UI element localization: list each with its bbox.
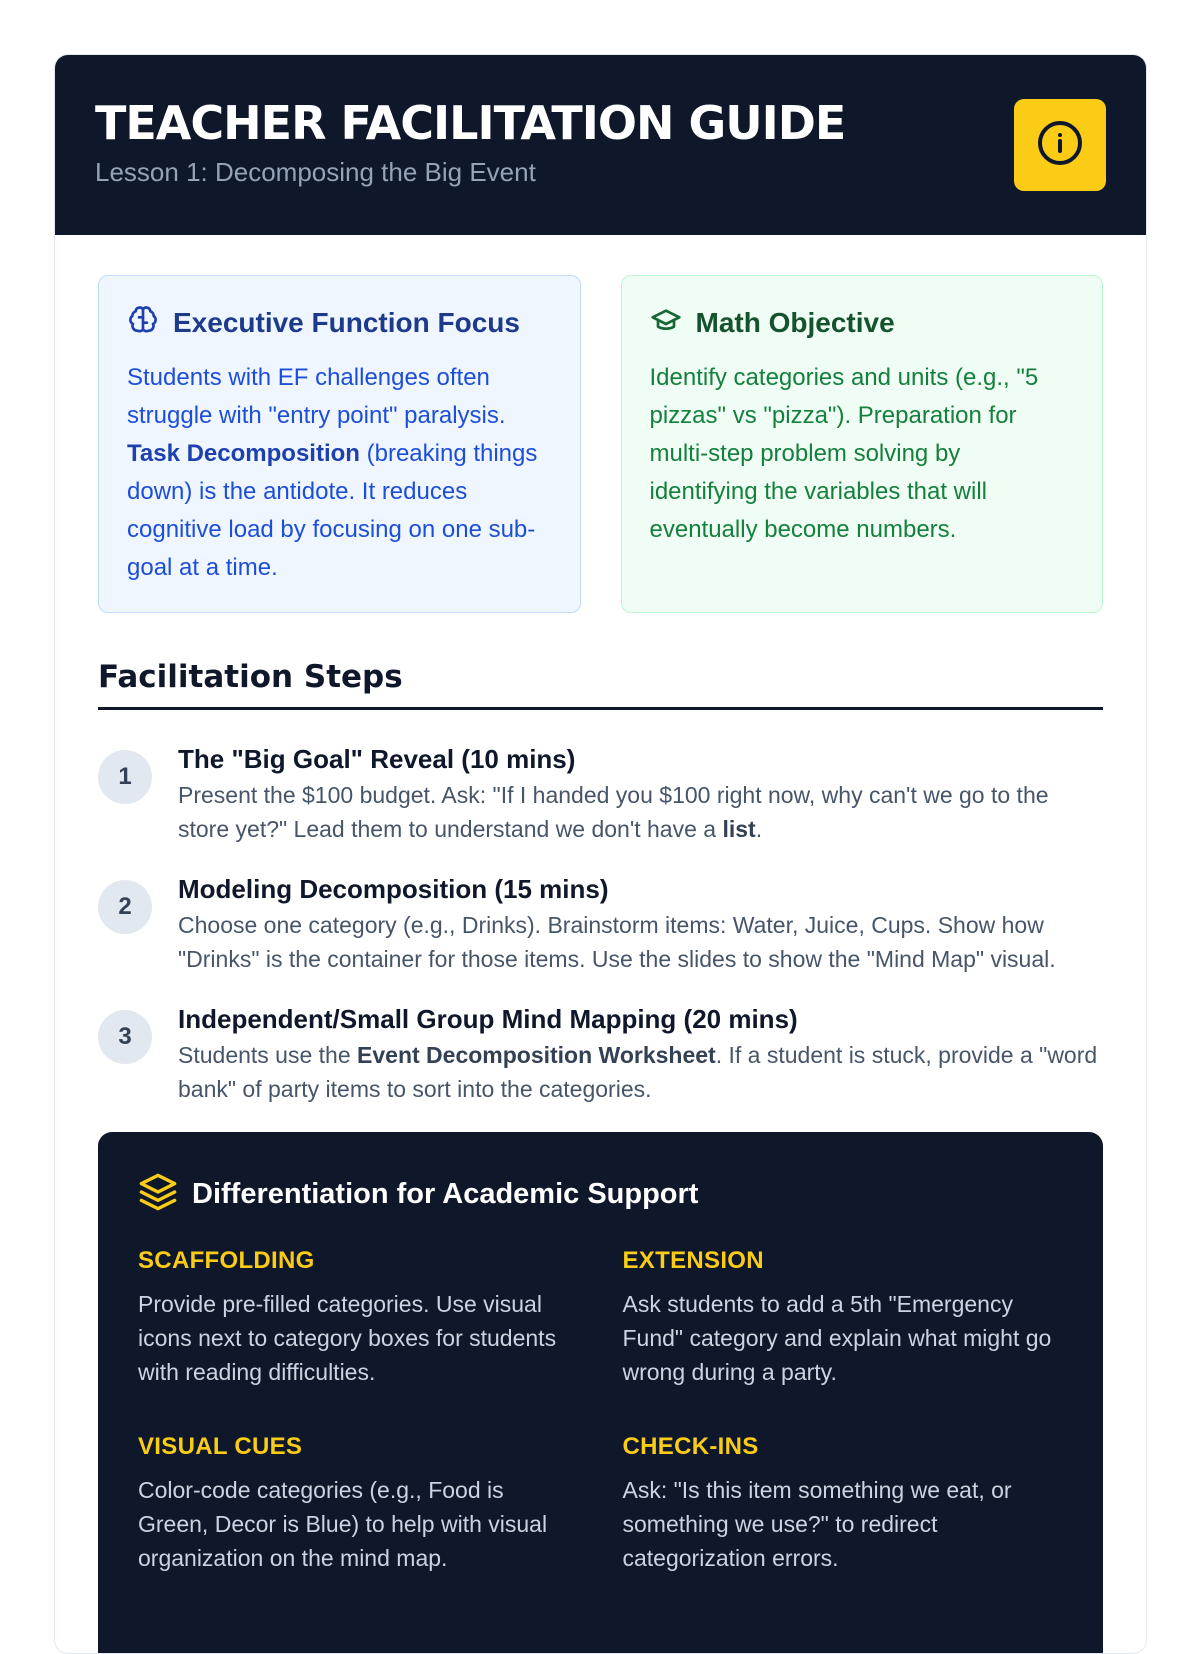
step-number: 2 [98,880,152,934]
differentiation-item [138,1247,579,1389]
differentiation-text: Provide pre-filled categories. Use visual icons next to category boxes for students with reading difficulties. [138,1291,557,1385]
differentiation-text: Ask students to add a 5th "Emergency Fund" category and explain what might go wrong during a party. [622,1291,1052,1385]
math-box-text: Identify categories and units (e.g., "5 pizzas" vs "pizza"). Preparation for multi-step problem solving by identifying the variables that will eventually become numbers. [649,364,1039,543]
step-text: Students use the Event Decomposition Worksheet. If a student is stuck, provide a "word bank" of party items to sort into the categories. [178,1042,1098,1102]
differentiation-item [138,1433,579,1575]
layers-icon [138,1172,178,1217]
step-number: 3 [98,1010,152,1064]
step-title: Modeling Decomposition (15 mins) [178,874,609,904]
guide-header [55,55,1146,235]
differentiation-title: Differentiation for Academic Support [192,1178,699,1210]
step-text: Present the $100 budget. Ask: "If I handed you $100 right now, why can't we go to the store yet?" Lead them to understand we don't have a list. [178,782,1049,842]
step-item [98,1002,1103,1106]
page-title: TEACHER FACILITATION GUIDE [95,96,846,150]
differentiation-text: Color-code categories (e.g., Food is Green, Decor is Blue) to help with visual organization on the mind map. [138,1477,548,1571]
executive-function-box [98,275,581,613]
ef-box-text: Students with EF challenges often struggle with "entry point" paralysis. Task Decomposition (breaking things down) is the antidote. It reduces cognitive load by focusing on one sub-goal at a time. [127,364,538,581]
differentiation-item [623,1247,1064,1389]
facilitation-steps-heading: Facilitation Steps [98,659,1103,710]
differentiation-item [623,1433,1064,1575]
differentiation-text: Ask: "Is this item something we eat, or something we use?" to redirect categorization errors. [622,1477,1012,1571]
math-objective-box [621,275,1104,613]
step-number: 1 [98,750,152,804]
differentiation-label: VISUAL CUES [138,1433,303,1460]
ef-box-title: Executive Function Focus [173,306,520,338]
differentiation-label: EXTENSION [622,1247,764,1274]
steps-list [98,742,1103,1106]
info-icon [1036,119,1084,172]
graduation-cap-icon [650,304,682,341]
step-item [98,872,1103,976]
facilitation-guide-card [54,54,1147,1654]
step-title: Independent/Small Group Mind Mapping (20 mins) [178,1004,798,1034]
info-button[interactable] [1014,99,1106,191]
step-text: Choose one category (e.g., Drinks). Brainstorm items: Water, Juice, Cups. Show how "Drinks" is the container for those items. Use the slides to show the "Mind Map" visual. [178,912,1056,972]
lesson-subtitle: Lesson 1: Decomposing the Big Event [95,157,536,187]
step-title: The "Big Goal" Reveal (10 mins) [178,744,576,774]
differentiation-label: CHECK-INS [622,1433,759,1460]
math-box-title: Math Objective [695,306,895,338]
differentiation-panel [98,1132,1103,1654]
step-item [98,742,1103,846]
differentiation-label: SCAFFOLDING [138,1247,315,1274]
brain-icon [127,304,159,341]
